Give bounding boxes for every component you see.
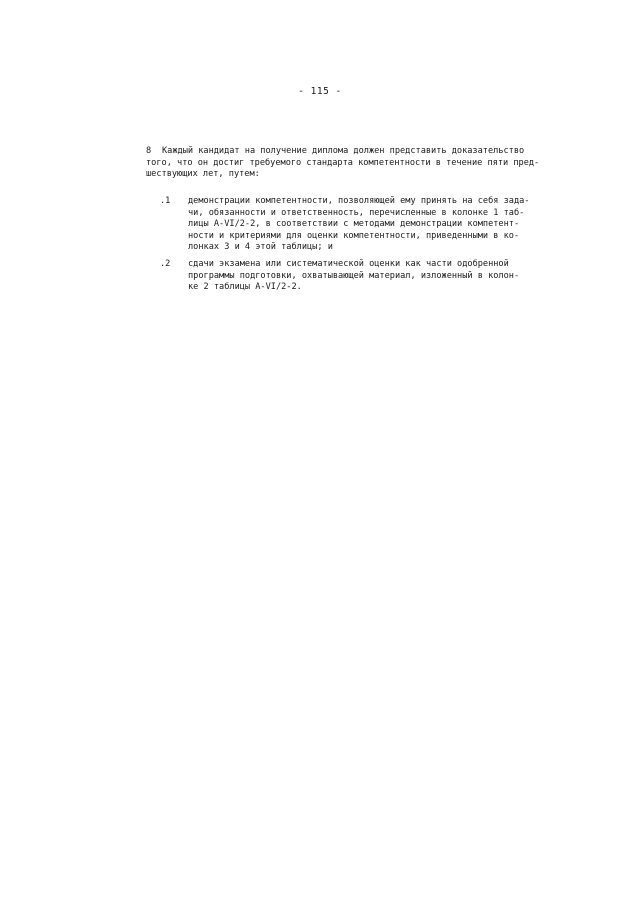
list-item-line: чи, обязанности и ответственность, перечисленные в колонке 1 таб- [188,207,525,218]
paragraph-text: Каждый кандидат на получение диплома должен представить доказательство [162,146,525,156]
list-item-line: демонстрации компетентности, позволяющей ему принять на себя зада- [188,196,530,206]
list-item-text [188,259,560,294]
list-item-line: ности и критериями для оценки компетентности, приведенными в ко- [188,230,520,241]
list-item-line: лонках 3 и 4 этой таблицы; и [188,242,333,253]
page-number: - 115 - [298,86,342,97]
list-item-label: .2 [160,259,171,269]
paragraph-8 [146,146,566,181]
list-item-line: ке 2 таблицы A-VI/2-2. [188,282,302,293]
list-item-line: сдачи экзамена или систематической оценки как части одобренной [188,259,509,269]
list-item-line: лицы A-VI/2-2, в соответствии с методами демонстрации компетент- [188,219,520,230]
paragraph-number: 8 [146,146,152,156]
list-item-text [188,196,560,254]
paragraph-line [146,146,566,158]
list-item-line: программы подготовки, охватывающей материал, изложенный в колон- [188,270,520,281]
list-item-label: .1 [160,196,171,206]
paragraph-line: того, что он достиг требуемого стандарта компетентности в течение пяти пред- [146,157,540,168]
paragraph-line: шествующих лет, путем: [146,169,260,180]
